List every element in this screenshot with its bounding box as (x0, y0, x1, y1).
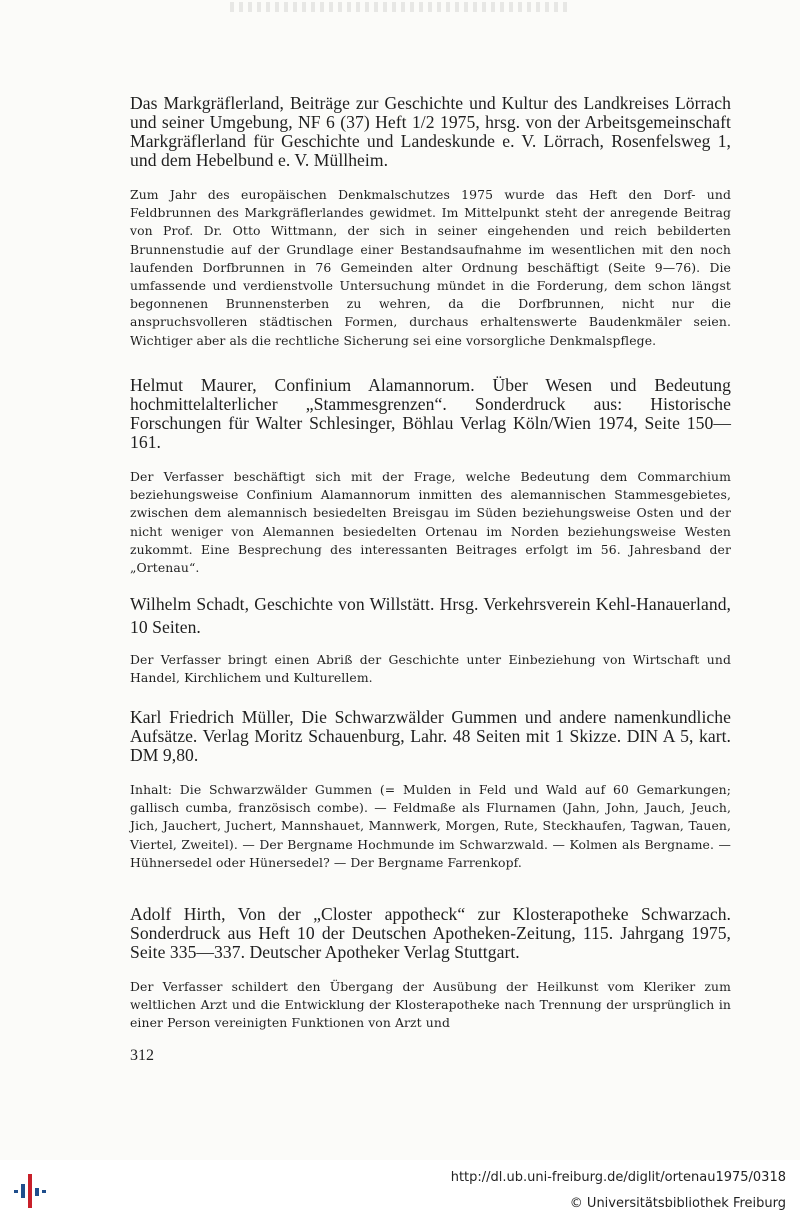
bleed-through-text (230, 2, 570, 12)
bibliography-entry (130, 593, 731, 687)
entry-body: Zum Jahr des europäischen Denkmalschutzes 1975 wurde das Heft den Dorf- und Feldbrunnen des Markgräflerlandes gewidmet. Im Mittelpunkt steht der anregende Beitrag von Prof. Dr. Otto Wittmann, der sich in seiner eingehenden und reich bebilderten Brunnenstudie auf der Grundlage einer Bestandsaufnahme im wesentlichen mit den noch laufenden Dorfbrunnen in 76 Gemeinden alter Ordnung beschäftigt (Seite 9—76). Die umfassende und verdienstvolle Untersuchung mündet in die Forderung, dem schon längst begonnenen Brunnensterben zu wehren, da die Dorfbrunnen, nicht nur die anspruchsvolleren städtischen Formen, durchaus erhaltenswerte Baudenkmäler seien. Wichtiger aber als die rechtliche Sicherung sei eine vorsorgliche Denkmalspflege. (130, 187, 731, 348)
copyright-notice: © Universitätsbibliothek Freiburg (569, 1196, 786, 1211)
entry-heading: Adolf Hirth, Von der „Closter appotheck“ zur Klosterapotheke Schwarzach. Sonderdruck aus Heft 10 der Deutschen Apotheken-Zeitung, 115. Jahrgang 1975, Seite 335—337. Deutscher Apotheker Verlag Stuttgart. (130, 904, 731, 962)
footer-bar (0, 1160, 800, 1220)
bibliography-entry (130, 708, 731, 872)
source-url-link[interactable]: http://dl.ub.uni-freiburg.de/diglit/ortenau1975/0318 (450, 1170, 786, 1185)
bibliography-entry (130, 905, 731, 1033)
bibliography-entry (130, 376, 731, 577)
entry-body: Der Verfasser schildert den Übergang der Ausübung der Heilkunst vom Kleriker zum weltlichen Arzt und die Entwicklung der Klosterapotheke nach Trennung der ursprünglich in einer Person vereinigten Funktionen von Arzt und (130, 979, 731, 1031)
entry-heading: Das Markgräflerland, Beiträge zur Geschichte und Kultur des Landkreises Lörrach und seiner Umgebung, NF 6 (37) Heft 1/2 1975, hrsg. von der Arbeitsgemeinschaft Markgräflerland für Geschichte und Landeskunde e. V. Lörrach, Rosenfelsweg 1, und dem Hebelbund e. V. Müllheim. (130, 93, 731, 170)
entry-body: Der Verfasser bringt einen Abriß der Geschichte unter Einbeziehung von Wirtschaft und Handel, Kirchlichem und Kulturellem. (130, 652, 731, 686)
entry-body: Inhalt: Die Schwarzwälder Gummen (= Mulden in Feld und Wald auf 60 Gemarkungen; gallisch cumba, französisch combe). — Feldmaße als Flurnamen (Jahn, John, Jauch, Jeuch, Jich, Jauchert, Juchert, Mannshauet, Mannwerk, Morgen, Rute, Steckhaufen, Tagwan, Tauen, Viertel, Zweitel). — Der Bergname Hochmunde im Schwarzwald. — Kolmen als Bergname. — Hühnersedel oder Hünersedel? — Der Bergname Farrenkopf. (130, 782, 731, 870)
entry-heading: Wilhelm Schadt, Geschichte von Willstätt. Hrsg. Verkehrsverein Kehl-Hanauerland, 10 Seiten. (130, 594, 731, 637)
bibliography-entry (130, 94, 731, 350)
university-library-logo-icon (12, 1170, 52, 1210)
entry-heading: Karl Friedrich Müller, Die Schwarzwälder Gummen und andere namenkundliche Aufsätze. Verlag Moritz Schauenburg, Lahr. 48 Seiten mit 1 Skizze. DIN A 5, kart. DM 9,80. (130, 707, 731, 765)
entry-heading: Helmut Maurer, Confinium Alamannorum. Über Wesen und Bedeutung hochmittelalterlicher „Stammesgrenzen“. Sonderdruck aus: Historische Forschungen für Walter Schlesinger, Böhlau Verlag Köln/Wien 1974, Seite 150—161. (130, 375, 731, 452)
entry-body: Der Verfasser beschäftigt sich mit der Frage, welche Bedeutung dem Commarchium beziehungsweise Confinium Alamannorum inmitten des alemannischen Stammesgebietes, zwischen dem alemannisch besiedelten Breisgau im Süden beziehungsweise Osten und der nicht weniger von Alemannen besiedelten Ortenau im Norden beziehungsweise Westen zukommt. Eine Besprechung des interessanten Beitrages erfolgt im 56. Jahresband der „Ortenau“. (130, 469, 731, 576)
page-number: 312 (130, 1047, 154, 1064)
